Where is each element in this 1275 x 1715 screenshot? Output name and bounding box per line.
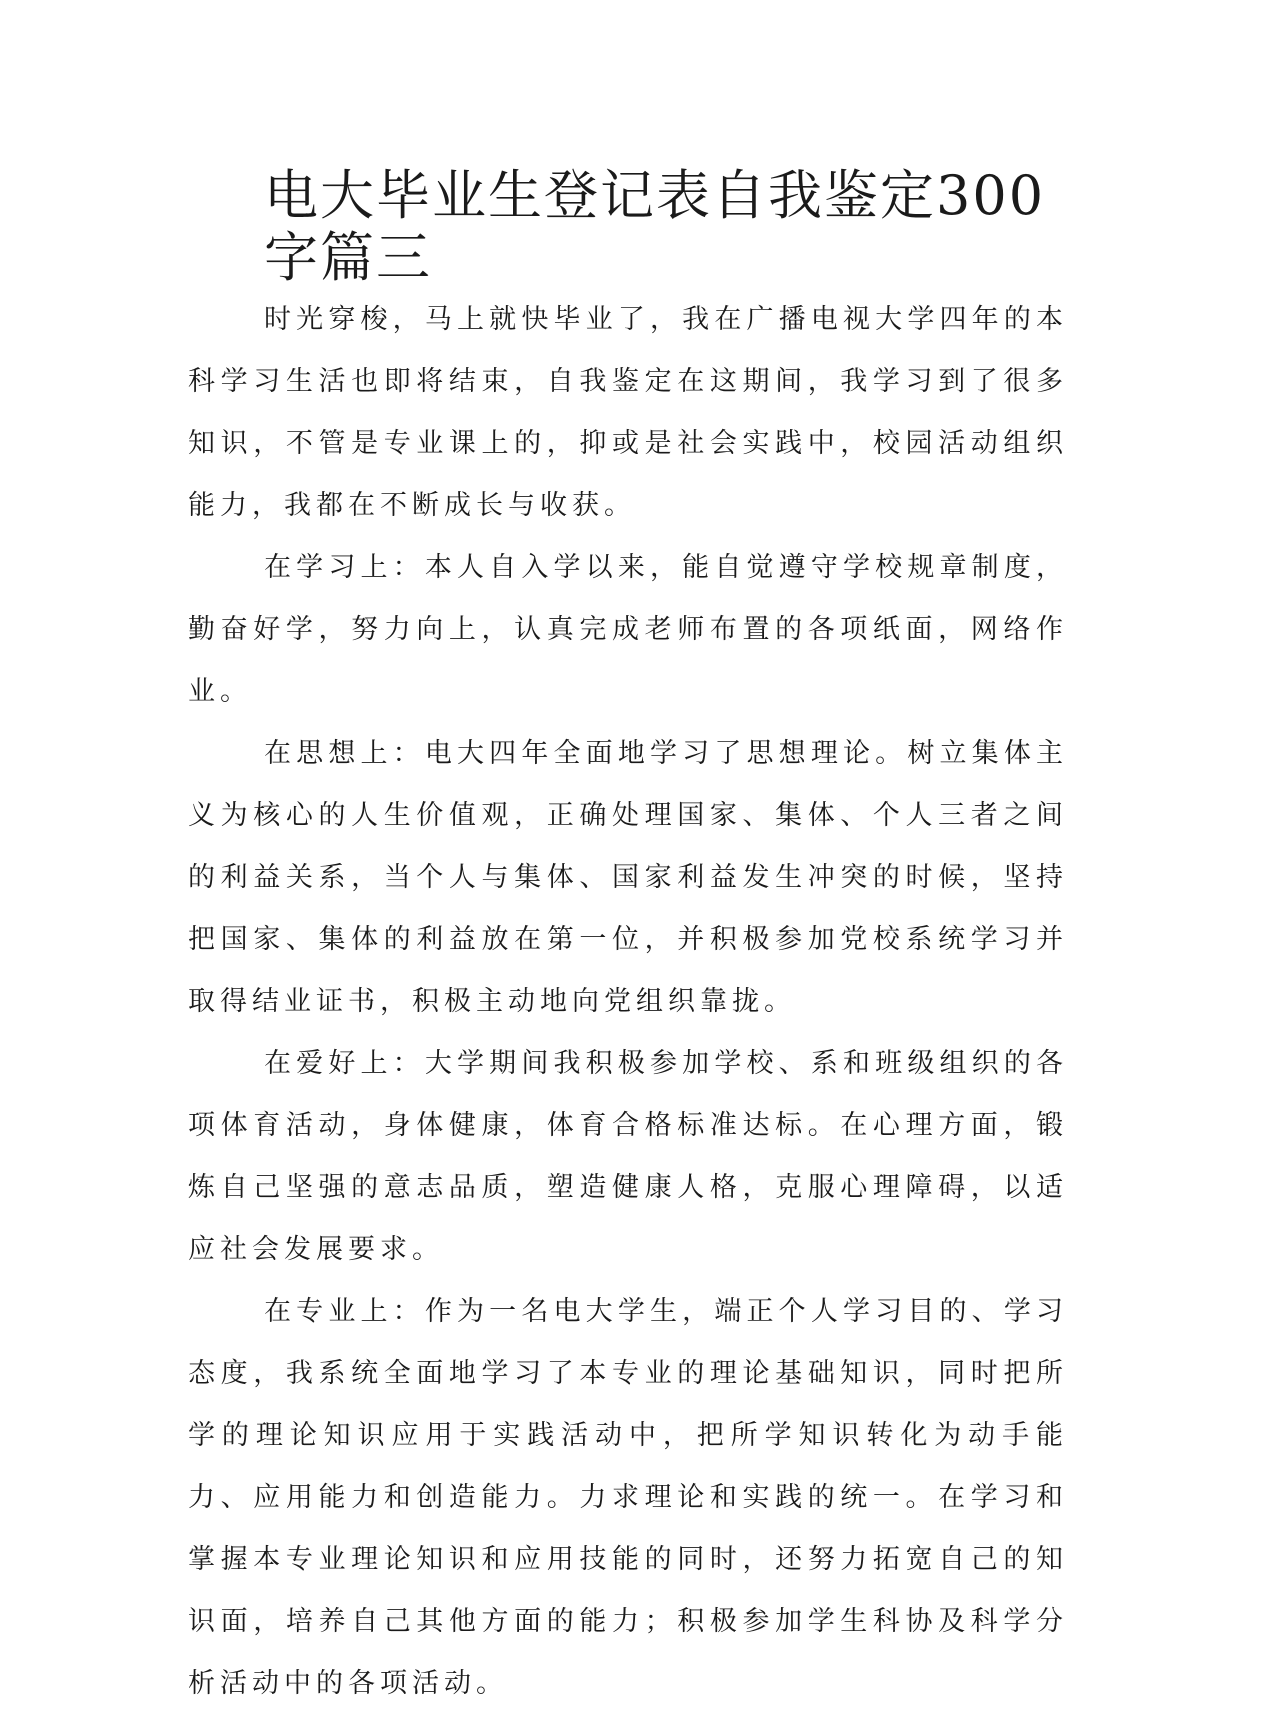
- paragraph-ideology: 在思想上：电大四年全面地学习了思想理论。树立集体主义为核心的人生价值观，正确处理国家、集体、个人三者之间的利益关系，当个人与集体、国家利益发生冲突的时候，坚持把国家、集体的利益放在第一位，并积极参加党校系统学习并取得结业证书，积极主动地向党组织靠拢。: [188, 738, 1068, 1017]
- paragraph-major: 在专业上：作为一名电大学生，端正个人学习目的、学习态度，我系统全面地学习了本专业的理论基础知识，同时把所学的理论知识应用于实践活动中，把所学知识转化为动手能力、应用能力和创造能力。力求理论和实践的统一。在学习和掌握本专业理论知识和应用技能的同时，还努力拓宽自己的知识面，培养自己其他方面的能力；积极参加学生科协及科学分析活动中的各项活动。: [188, 1296, 1068, 1699]
- document-body: [188, 165, 1068, 1715]
- paragraph-study: 在学习上：本人自入学以来，能自觉遵守学校规章制度，勤奋好学，努力向上，认真完成老师布置的各项纸面，网络作业。: [188, 552, 1068, 707]
- paragraph-intro: 时光穿梭，马上就快毕业了，我在广播电视大学四年的本科学习生活也即将结束，自我鉴定在这期间，我学习到了很多知识，不管是专业课上的，抑或是社会实践中，校园活动组织能力，我都在不断成长与收获。: [188, 304, 1068, 521]
- document-heading: 电大毕业生登记表自我鉴定300字篇三: [264, 164, 1046, 289]
- paragraph-hobbies: 在爱好上：大学期间我积极参加学校、系和班级组织的各项体育活动，身体健康，体育合格标准达标。在心理方面，锻炼自己坚强的意志品质，塑造健康人格，克服心理障碍，以适应社会发展要求。: [188, 1048, 1068, 1265]
